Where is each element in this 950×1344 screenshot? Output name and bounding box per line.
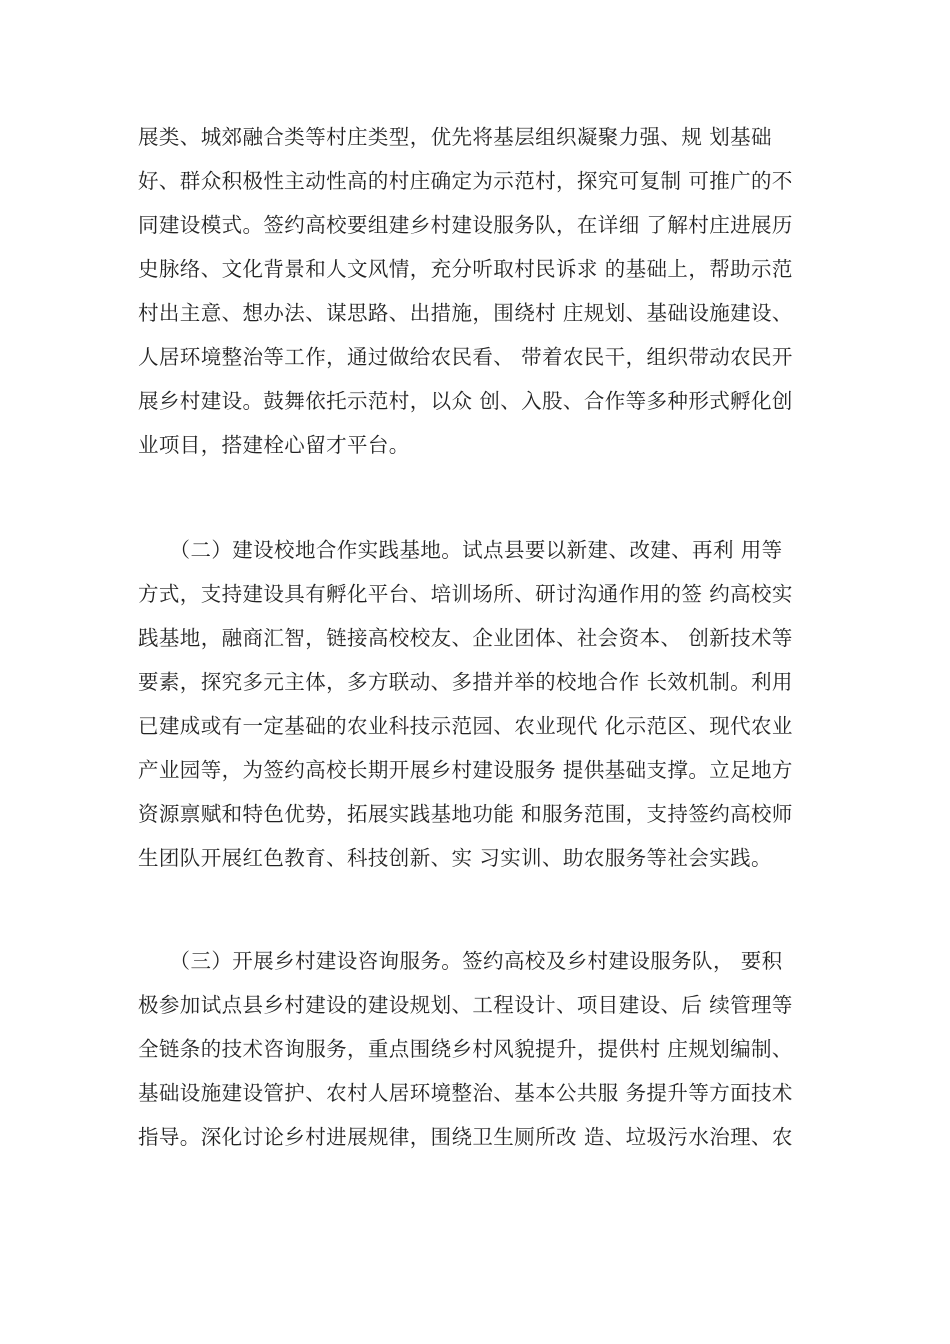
- text-line: 展类、城郊融合类等村庄类型，优先将基层组织凝聚力强、规 划基础: [138, 125, 772, 149]
- text-line: （二）建设校地合作实践基地。试点县要以新建、改建、再利 用等: [138, 538, 783, 562]
- text-line: 产业园等，为签约高校长期开展乡村建设服务 提供基础支撑。立足地方: [138, 758, 793, 782]
- paragraph-consulting-service: [138, 939, 838, 1159]
- text-line: 方式，支持建设具有孵化平台、培训场所、研讨沟通作用的签 约高校实: [138, 582, 793, 606]
- text-line: （三）开展乡村建设咨询服务。签约高校及乡村建设服务队， 要积: [138, 949, 783, 973]
- text-line: 要素，探究多元主体，多方联动、多措并举的校地合作 长效机制。利用: [138, 670, 793, 694]
- text-line: 资源禀赋和特色优势，拓展实践基地功能 和服务范围，支持签约高校师: [138, 802, 793, 826]
- text-line: 极参加试点县乡村建设的建设规划、工程设计、项目建设、后 续管理等: [138, 993, 793, 1017]
- text-line: 村出主意、想办法、谋思路、出措施，围绕村 庄规划、基础设施建设、: [138, 301, 793, 325]
- text-line: 业项目，搭建栓心留才平台。: [138, 433, 410, 457]
- paragraph-practice-base: [138, 528, 838, 880]
- text-line: 践基地，融商汇智，链接高校校友、企业团体、社会资本、 创新技术等: [138, 626, 793, 650]
- text-line: 展乡村建设。鼓舞依托示范村，以众 创、入股、合作等多种形式孵化创: [138, 389, 793, 413]
- text-line: 生团队开展红色教育、科技创新、实 习实训、助农服务等社会实践。: [138, 846, 772, 870]
- text-line: 同建设模式。签约高校要组建乡村建设服务队，在详细 了解村庄进展历: [138, 213, 793, 237]
- text-line: 基础设施建设管护、农村人居环境整治、基本公共服 务提升等方面技术: [138, 1081, 793, 1105]
- text-line: 人居环境整治等工作，通过做给农民看、 带着农民干，组织带动农民开: [138, 345, 793, 369]
- text-line: 好、群众积极性主动性高的村庄确定为示范村，探究可复制 可推广的不: [138, 169, 793, 193]
- text-line: 已建成或有一定基础的农业科技示范园、农业现代 化示范区、现代农业: [138, 714, 793, 738]
- paragraph-village-demonstration: [138, 115, 838, 467]
- text-line: 全链条的技术咨询服务，重点围绕乡村风貌提升，提供村 庄规划编制、: [138, 1037, 793, 1061]
- text-line: 史脉络、文化背景和人文风情，充分听取村民诉求 的基础上，帮助示范: [138, 257, 793, 281]
- text-line: 指导。深化讨论乡村进展规律，围绕卫生厕所改 造、垃圾污水治理、农: [138, 1125, 793, 1149]
